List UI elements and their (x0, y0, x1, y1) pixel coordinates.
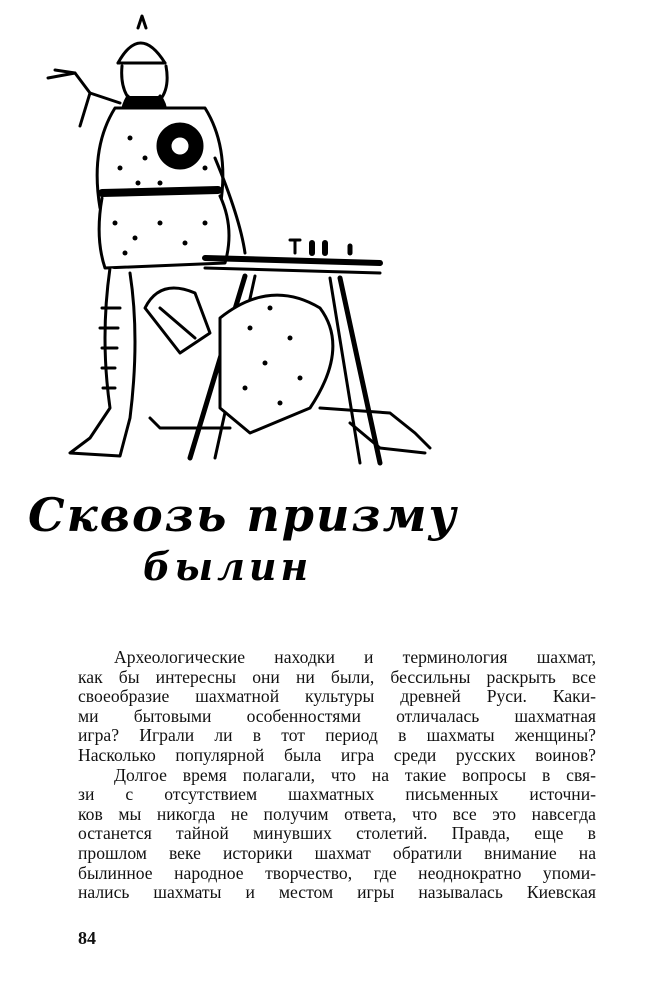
text-line: Археологические находки и терминология шахмат, (114, 647, 596, 667)
page-number: 84 (78, 928, 96, 948)
chapter-title-line-1: Сквозь призму (28, 488, 459, 542)
text-line: Насколько популярной была игра среди русских воинов? (78, 744, 596, 765)
text-line: прошлом веке историки шахмат обратили внимание на (78, 842, 596, 863)
text-line: останется тайной минувших столетий. Правда, еще в (78, 823, 596, 844)
text-line: своеобразие шахматной культуры древней Руси. Каки- (78, 686, 596, 707)
text-line: зи с отсутствием шахматных письменных источни- (78, 784, 596, 805)
text-line: Долгое время полагали, что на такие вопросы в свя- (114, 764, 596, 785)
body-text (78, 648, 596, 903)
text-line: игра? Играли ли в тот период в шахматы женщины? (78, 725, 596, 746)
text-line: как бы интересны они ни были, бессильны раскрыть все (78, 666, 596, 687)
chapter-title (28, 488, 459, 598)
bogatyr-chess-illustration (20, 8, 440, 473)
text-line: былинное народное творчество, где неоднократно упоми- (78, 862, 596, 883)
text-line: ми бытовыми особенностями отличалась шахматная (78, 705, 596, 726)
text-line: ков мы никогда не получим ответа, что все это навсегда (78, 803, 596, 824)
chapter-title-line-2: былин (143, 544, 313, 589)
text-line: нались шахматы и местом игры называлась Киевская (78, 882, 596, 903)
